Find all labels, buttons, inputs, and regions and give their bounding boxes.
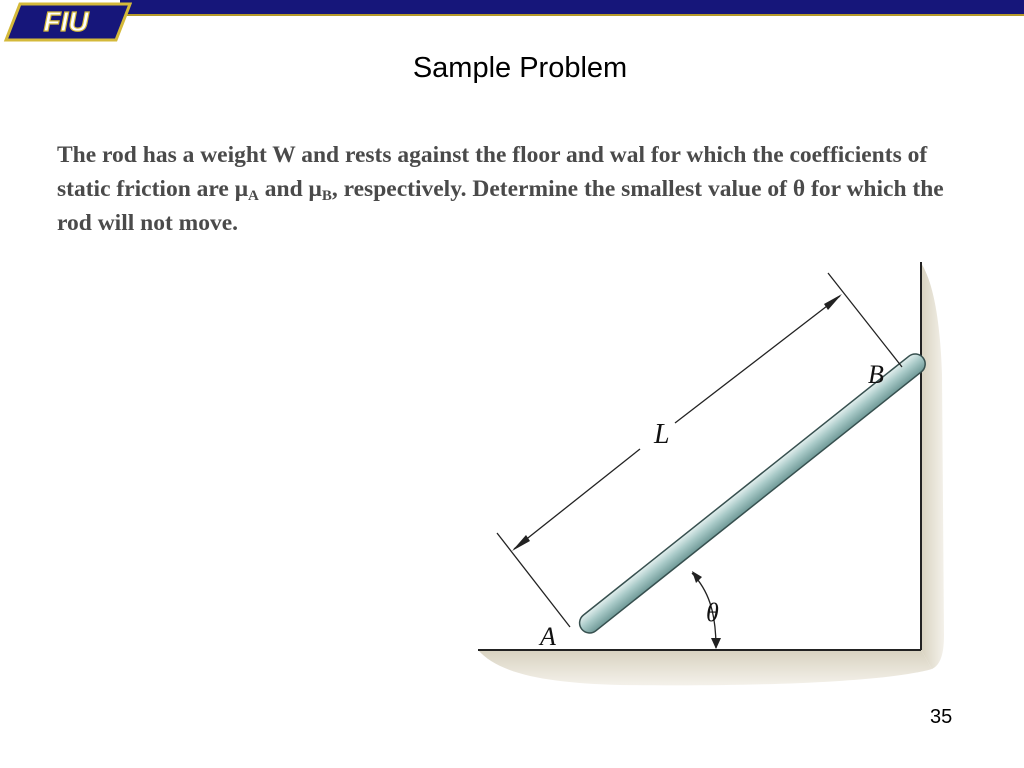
problem-statement bbox=[57, 138, 957, 240]
rod-diagram bbox=[470, 255, 970, 695]
slide-number: 35 bbox=[930, 706, 953, 728]
fiu-logo-graphic bbox=[0, 0, 132, 44]
header-bar bbox=[0, 0, 1024, 42]
header-accent-line bbox=[120, 14, 1024, 16]
rod bbox=[576, 350, 930, 637]
wall bbox=[921, 262, 944, 669]
mu-symbol-b: μ bbox=[308, 176, 322, 202]
theta-symbol: θ bbox=[792, 176, 806, 202]
mu-symbol-a: μ bbox=[234, 176, 249, 202]
problem-text-2: and bbox=[258, 176, 309, 202]
fiu-logo bbox=[0, 0, 132, 44]
point-a-label: A bbox=[540, 622, 556, 651]
length-label: L bbox=[654, 419, 670, 450]
floor bbox=[478, 650, 932, 685]
problem-text-1: The rod has a weight W and rests against the floor and wal for which the coefficients of static friction are bbox=[57, 142, 928, 202]
angle-label: θ bbox=[706, 598, 719, 627]
subscript-b: B bbox=[321, 188, 332, 204]
problem-text-4: for which the rod will not move. bbox=[57, 176, 944, 236]
subscript-a: A bbox=[248, 188, 259, 204]
point-b-label: B bbox=[868, 360, 884, 389]
length-dimension bbox=[497, 273, 902, 627]
header-band bbox=[120, 0, 1024, 14]
slide-title: Sample Problem bbox=[412, 52, 628, 84]
problem-text-3: , respectively. Determine the smallest value of bbox=[331, 176, 793, 202]
logo-text: FIU bbox=[43, 6, 89, 37]
